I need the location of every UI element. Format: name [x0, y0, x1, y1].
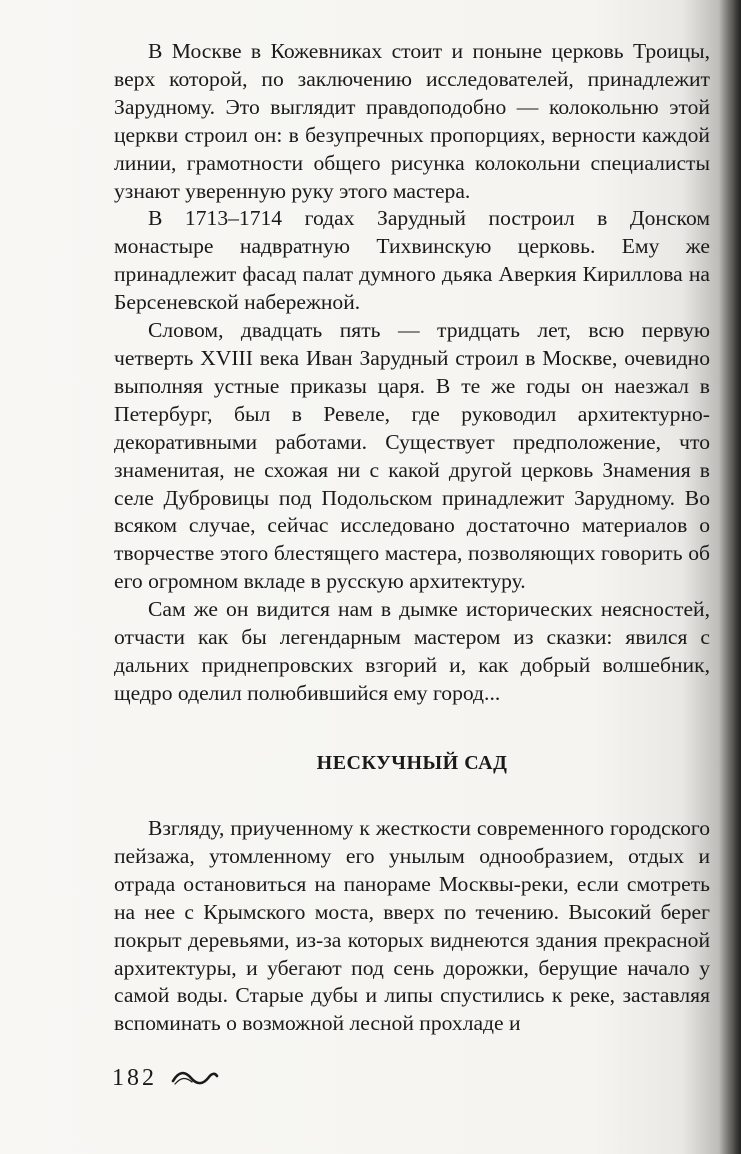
paragraph: Сам же он видится нам в дымке исторических неясностей, отчасти как бы легендарным мастером из сказки: явился с дальних приднепровских взгорий и, как добрый волшебник, щедро оделил полюбившийся ему город...	[114, 597, 710, 705]
spine-shadow	[719, 0, 741, 1154]
paragraph: Взгляду, приученному к жесткости современного городского пейзажа, утомленному его унылым однообразием, отдых и отрада остановиться на панораме Москвы-реки, если смотреть на нее с Крымского моста, вверх по течению. Высокий берег покрыт деревьями, из-за которых виднеются здания прекрасной архитектуры, и убегают под сень дорожки, берущие начало у самой воды. Старые дубы и липы спустились к реке, заставляя вспоминать о возможной лесной прохладе и	[114, 816, 710, 1036]
text-block-top	[114, 38, 710, 708]
swash-ornament-icon	[171, 1069, 219, 1089]
page-footer	[112, 1065, 219, 1092]
paragraph: В 1713–1714 годах Зарудный построил в Донском монастыре надвратную Тихвинскую церковь. Ему же принадлежит фасад палат думного дьяка Аверкия Кириллова на Берсеневской набережной.	[114, 206, 710, 315]
section-heading: НЕСКУЧНЫЙ САД	[316, 752, 508, 774]
paragraph: В Москве в Кожевниках стоит и поныне церковь Троицы, верх которой, по заключению исследователей, принадлежит Зарудному. Это выглядит правдоподобно — колокольню этой церкви строил он: в безупречных пропорциях, верности каждой линии, грамотности общего рисунка колокольни специалисты узнают уверенную руку этого мастера.	[114, 39, 710, 203]
text-block-bottom	[114, 815, 710, 1038]
page-number: 182	[112, 1065, 157, 1091]
paragraph: Словом, двадцать пять — тридцать лет, всю первую четверть XVIII века Иван Зарудный строил в Москве, очевидно выполняя устные приказы царя. В те же годы он наезжал в Петербург, был в Ревеле, где руководил архитектурно-декоративными работами. Существует предположение, что знаменитая, не схожая ни с какой другой церковь Знамения в селе Дубровицы под Подольском принадлежит Зарудному. Во всяком случае, сейчас исследовано достаточно материалов о творчестве этого блестящего мастера, позволяющих говорить об его огромном вкладе в русскую архитектуру.	[114, 318, 710, 594]
